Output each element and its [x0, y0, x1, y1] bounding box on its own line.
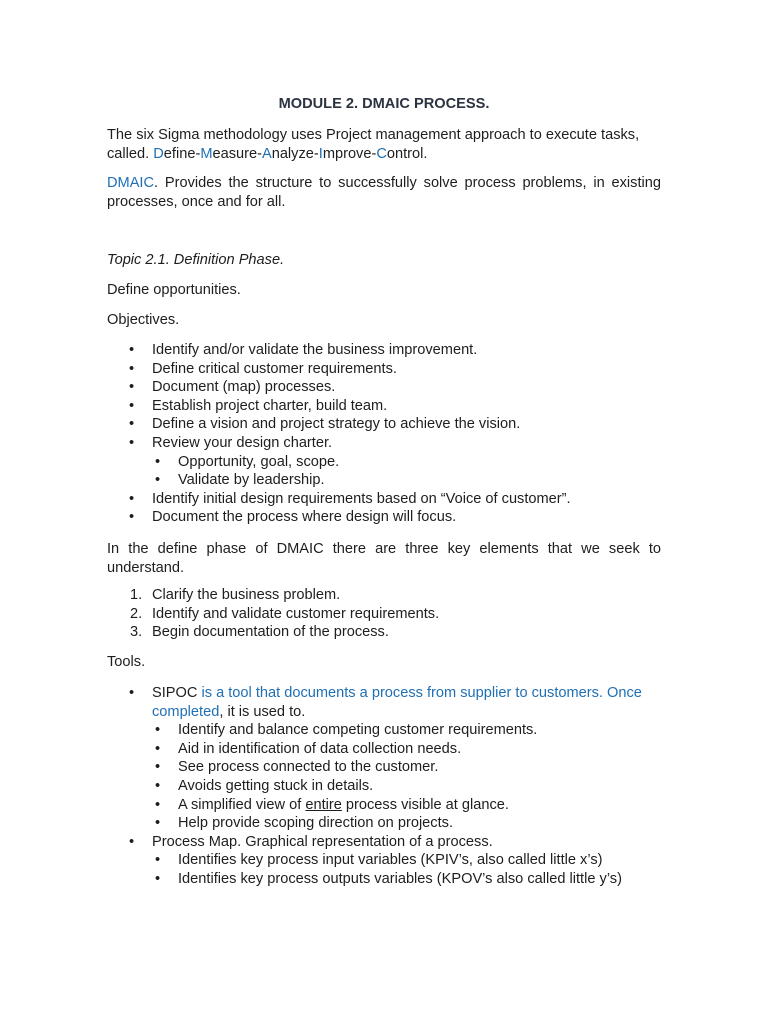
intro-line-1: The six Sigma methodology uses Project management approach to execute tasks,: [107, 127, 640, 143]
list-text: Begin documentation of the process.: [152, 624, 389, 641]
list-item: • Document the process where design will focus.: [107, 508, 661, 527]
sipoc-description: is a tool that documents a process from supplier to customers. Once completed: [152, 685, 642, 720]
tools-label: Tools.: [107, 654, 146, 670]
list-item: • Establish project charter, build team.: [107, 397, 661, 416]
dmaic-paragraph: [107, 174, 661, 211]
list-item: • Define a vision and project strategy to achieve the vision.: [107, 415, 661, 434]
sipoc-name: SIPOC: [152, 685, 202, 701]
list-item: • Aid in identification of data collection needs.: [107, 740, 661, 759]
view-pre: A simplified view of: [178, 796, 306, 813]
objectives-label: Objectives.: [107, 312, 180, 328]
list-item: • Review your design charter.: [107, 434, 661, 453]
intro-paragraph: [107, 126, 661, 163]
view-underlined: entire: [305, 796, 342, 813]
acronym-m-rest: easure-: [212, 145, 262, 162]
list-item: • Document (map) processes.: [107, 378, 661, 397]
list-text: Clarify the business problem.: [152, 587, 341, 603]
acronym-d-rest: efine-: [163, 145, 201, 162]
view-post: process visible at glance.: [341, 796, 509, 813]
acronym-i: I: [318, 145, 323, 162]
list-item: • Identifies key process input variables (KPIV’s, also called little x’s): [107, 851, 661, 870]
list-item: [107, 605, 661, 624]
sipoc-tail: , it is used to.: [219, 703, 306, 720]
list-item: • Define critical customer requirements.: [107, 360, 661, 379]
acronym-i-rest: mprove-: [322, 145, 377, 162]
list-number: 1.: [130, 587, 143, 603]
acronym-d: D: [153, 145, 164, 162]
dmaic-text: . Provides the structure to successfully solve process problems, in existing processes, once and for all.: [107, 175, 661, 210]
list-text: Identify and validate customer requirements.: [152, 605, 440, 622]
list-item: • Identify initial design requirements based on “Voice of customer”.: [107, 490, 661, 509]
list-number: 2.: [130, 605, 143, 622]
acronym-a-rest: nalyze-: [271, 145, 319, 162]
acronym-m: M: [200, 145, 213, 162]
tools-list: [107, 684, 661, 889]
acronym-c-rest: ontrol.: [386, 145, 428, 162]
list-item: • See process connected to the customer.: [107, 758, 661, 777]
list-number: 3.: [130, 624, 143, 641]
list-item: • Identify and/or validate the business improvement.: [107, 341, 661, 360]
list-item: [107, 586, 661, 605]
list-item: • Help provide scoping direction on projects.: [107, 814, 661, 833]
key-elements-list: [107, 586, 661, 642]
list-item: • Identifies key process outputs variables (KPOV’s also called little y’s): [107, 870, 661, 889]
list-item: • Avoids getting stuck in details.: [107, 777, 661, 796]
acronym-c: C: [376, 145, 387, 162]
list-item: [107, 796, 661, 815]
intro-line-2-prefix: called.: [107, 145, 154, 162]
define-opportunities: Define opportunities.: [107, 282, 241, 298]
list-item: • Validate by leadership.: [107, 471, 661, 490]
list-item: • Opportunity, goal, scope.: [107, 453, 661, 472]
dmaic-term: DMAIC: [107, 175, 155, 191]
page-title: MODULE 2. DMAIC PROCESS.: [278, 96, 490, 112]
list-item: • Identify and balance competing customer requirements.: [107, 721, 661, 740]
acronym-a: A: [261, 145, 272, 162]
list-item-process-map: • Process Map. Graphical representation of a process.: [107, 833, 661, 852]
key-elements-paragraph: In the define phase of DMAIC there are three key elements that we seek to understand.: [107, 541, 661, 576]
objectives-list: [107, 341, 661, 527]
list-item: [107, 623, 661, 642]
list-item-sipoc: [107, 684, 661, 721]
topic-heading: Topic 2.1. Definition Phase.: [107, 252, 285, 268]
